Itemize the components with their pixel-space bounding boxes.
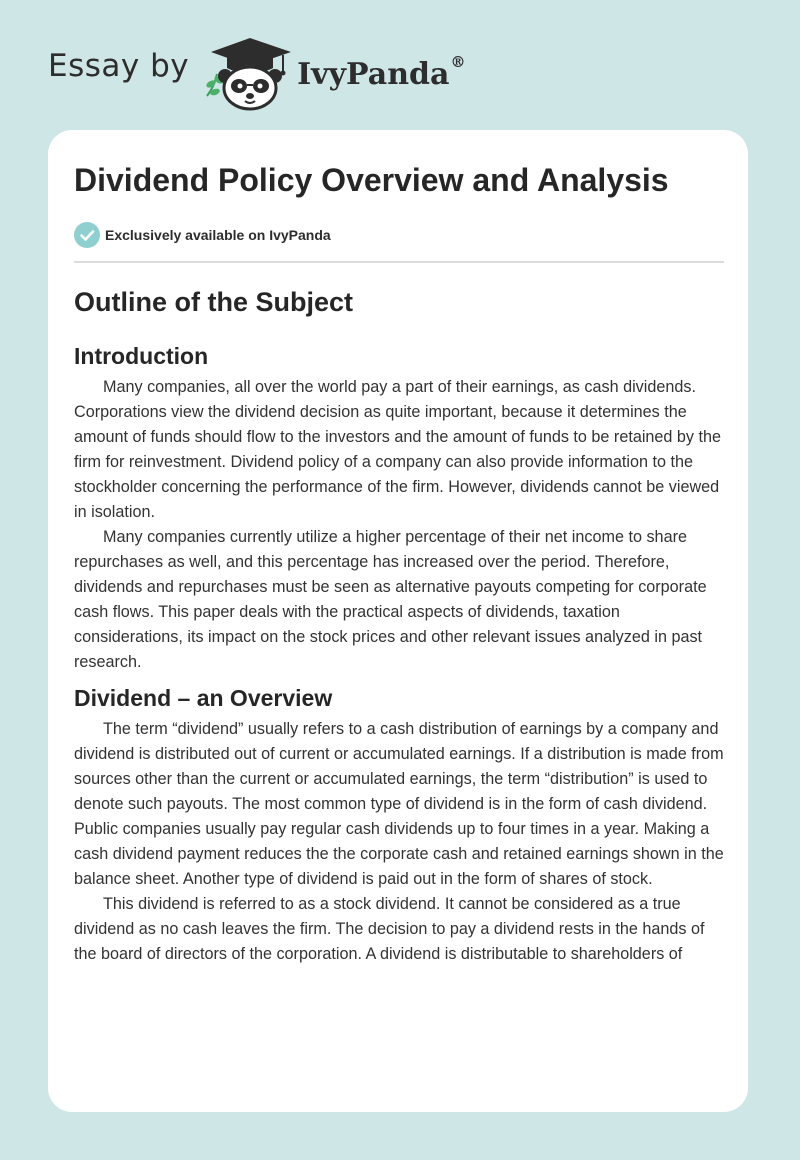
title-divider xyxy=(74,261,724,263)
brand-header xyxy=(48,34,465,114)
paragraph: The term “dividend” usually refers to a cash distribution of earnings by a company and dividend is distributed out of current or accumulated earnings. If a distribution is made from sources other than the current or accumulated earnings, the term “distribution” is used to denote such payouts. The most common type of dividend is in the form of cash dividend. Public companies usually pay regular cash dividends up to four times in a year. Making a cash dividend payment reduces the the corporate cash and retained earnings shown in the balance sheet. Another type of dividend is paid out in the form of shares of stock. xyxy=(74,720,724,888)
essay-body xyxy=(74,280,724,967)
brand-name: IvyPanda® xyxy=(297,52,466,92)
check-circle-icon xyxy=(74,222,100,248)
brand-prefix: Essay by xyxy=(48,48,190,84)
section-heading: Dividend – an Overview xyxy=(74,685,333,711)
registered-mark: ® xyxy=(450,52,466,71)
section-introduction xyxy=(74,337,724,675)
panda-graduation-cap-icon xyxy=(203,36,293,112)
paragraph: This dividend is referred to as a stock dividend. It cannot be considered as a true dividend as no cash leaves the firm. The decision to pay a dividend rests in the hands of the board of directors of the corporation. A dividend is distributable to shareholders of xyxy=(74,895,705,963)
section-heading: Introduction xyxy=(74,343,209,369)
exclusive-badge xyxy=(74,222,331,248)
paragraph: Many companies, all over the world pay a part of their earnings, as cash dividends. Corporations view the dividend decision as quite important, because it determines the amount of funds should flow to the investors and the amount of funds to be retained by the firm for reinvestment. Dividend policy of a company can also provide information to the stockholder concerning the performance of the firm. However, dividends cannot be viewed in isolation. xyxy=(74,378,722,521)
section-dividend-overview xyxy=(74,679,724,967)
essay-card xyxy=(48,130,748,1112)
paragraph: Many companies currently utilize a higher percentage of their net income to share repurchases as well, and this percentage has increased over the period. Therefore, dividends and repurchases must be seen as alternative payouts competing for corporate cash flows. This paper deals with the practical aspects of dividends, taxation considerations, its impact on the stock prices and other relevant issues analyzed in past research. xyxy=(74,528,707,671)
page-title: Dividend Policy Overview and Analysis xyxy=(74,162,669,198)
outline-heading: Outline of the Subject xyxy=(74,287,354,317)
exclusive-badge-text: Exclusively available on IvyPanda xyxy=(105,227,331,243)
